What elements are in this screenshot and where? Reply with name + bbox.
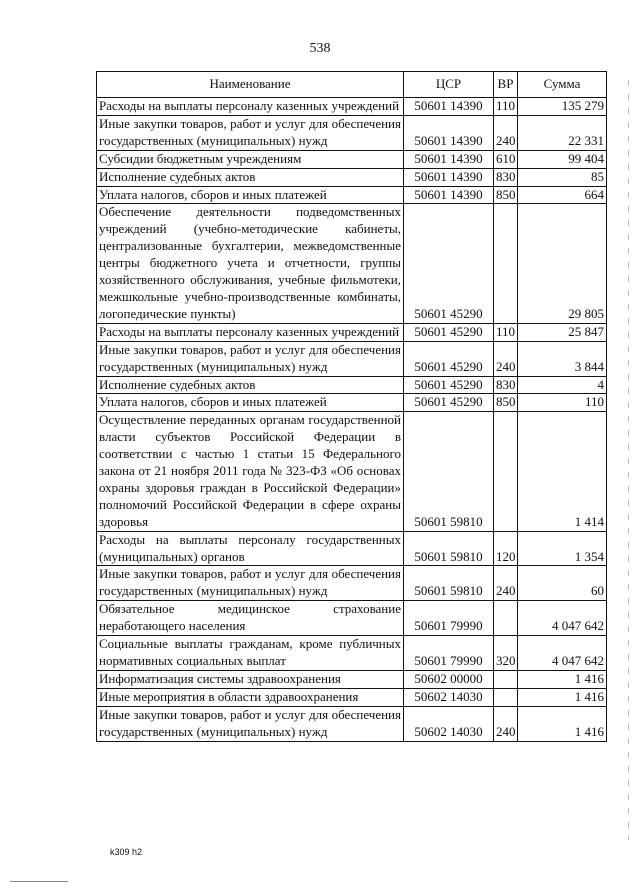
table-row [97, 186, 607, 204]
row-name: Исполнение судебных актов [97, 168, 404, 186]
row-sum: 135 279 [518, 98, 607, 116]
row-name: Уплата налогов, сборов и иных платежей [97, 186, 404, 204]
row-name: Иные мероприятия в области здравоохранения [97, 688, 404, 706]
row-sum: 4 047 642 [518, 601, 607, 636]
row-name: Информатизация системы здравоохранения [97, 670, 404, 688]
table-row [97, 636, 607, 671]
table-row [97, 98, 607, 116]
row-sum: 1 414 [518, 412, 607, 531]
side-rule [628, 80, 629, 840]
row-sum: 1 416 [518, 670, 607, 688]
table-row [97, 115, 607, 150]
row-name: Осуществление переданных органам государственной власти субъектов Российской Федерации в соответствии с частью 1 статьи 15 Федерального закона от 21 ноября 2011 года № 323-ФЗ «Об основах охраны здоровья граждан в Российской Федерации» полномочий Российской Федерации в сфере охраны здоровья [97, 412, 404, 531]
row-vr: 240 [494, 706, 518, 741]
row-sum: 3 844 [518, 341, 607, 376]
row-csr: 50601 59810 [404, 531, 494, 566]
table-row [97, 150, 607, 168]
table-row [97, 168, 607, 186]
budget-table [96, 71, 607, 742]
header-vr: ВР [494, 72, 518, 98]
table-row [97, 323, 607, 341]
row-vr [494, 688, 518, 706]
footer-rule [10, 881, 68, 882]
row-sum: 29 805 [518, 204, 607, 323]
row-sum: 60 [518, 566, 607, 601]
row-vr: 110 [494, 323, 518, 341]
row-csr: 50601 45290 [404, 394, 494, 412]
table-row [97, 204, 607, 323]
table-row [97, 601, 607, 636]
row-name: Иные закупки товаров, работ и услуг для обеспечения государственных (муниципальных) нужд [97, 706, 404, 741]
row-csr: 50601 45290 [404, 341, 494, 376]
row-vr: 610 [494, 150, 518, 168]
row-sum: 4 [518, 376, 607, 394]
row-name: Исполнение судебных актов [97, 376, 404, 394]
row-csr: 50601 59810 [404, 412, 494, 531]
table-header-row [97, 72, 607, 98]
row-name: Иные закупки товаров, работ и услуг для обеспечения государственных (муниципальных) нужд [97, 115, 404, 150]
row-name: Обеспечение деятельности подведомственных учреждений (учебно-методические кабинеты, централизованные бухгалтерии, межведомственные центры бюджетного учета и отчетности, группы хозяйственного обслуживания, учебные фильмотеки, межшкольные учебно-производственные комбинаты, логопедические пункты) [97, 204, 404, 323]
row-name: Иные закупки товаров, работ и услуг для обеспечения государственных (муниципальных) нужд [97, 341, 404, 376]
row-csr: 50601 45290 [404, 204, 494, 323]
row-vr: 830 [494, 376, 518, 394]
row-csr: 50601 59810 [404, 566, 494, 601]
row-csr: 50601 14390 [404, 150, 494, 168]
row-csr: 50601 14390 [404, 186, 494, 204]
row-csr: 50601 14390 [404, 115, 494, 150]
table-row [97, 566, 607, 601]
row-sum: 85 [518, 168, 607, 186]
row-sum: 22 331 [518, 115, 607, 150]
row-name: Расходы на выплаты персоналу государственных (муниципальных) органов [97, 531, 404, 566]
row-sum: 1 354 [518, 531, 607, 566]
header-name: Наименование [97, 72, 404, 98]
row-csr: 50601 14390 [404, 98, 494, 116]
table-row [97, 706, 607, 741]
row-vr: 240 [494, 566, 518, 601]
row-sum: 110 [518, 394, 607, 412]
page-number: 538 [309, 41, 331, 56]
row-vr: 110 [494, 98, 518, 116]
row-name: Субсидии бюджетным учреждениям [97, 150, 404, 168]
table-row [97, 412, 607, 531]
row-name: Расходы на выплаты персоналу казенных учреждений [97, 98, 404, 116]
row-vr: 850 [494, 186, 518, 204]
table-row [97, 394, 607, 412]
row-vr [494, 204, 518, 323]
row-vr: 850 [494, 394, 518, 412]
row-name: Социальные выплаты гражданам, кроме публичных нормативных социальных выплат [97, 636, 404, 671]
table-row [97, 341, 607, 376]
table-row [97, 688, 607, 706]
row-csr: 50602 00000 [404, 670, 494, 688]
row-csr: 50602 14030 [404, 688, 494, 706]
row-sum: 664 [518, 186, 607, 204]
row-csr: 50601 45290 [404, 376, 494, 394]
row-csr: 50601 79990 [404, 636, 494, 671]
row-csr: 50601 45290 [404, 323, 494, 341]
row-vr: 240 [494, 115, 518, 150]
row-sum: 1 416 [518, 688, 607, 706]
row-name: Иные закупки товаров, работ и услуг для обеспечения государственных (муниципальных) нужд [97, 566, 404, 601]
row-vr [494, 670, 518, 688]
row-csr: 50601 14390 [404, 168, 494, 186]
row-name: Обязательное медицинское страхование неработающего населения [97, 601, 404, 636]
table-row [97, 670, 607, 688]
row-sum: 1 416 [518, 706, 607, 741]
row-vr [494, 412, 518, 531]
header-sum: Сумма [518, 72, 607, 98]
row-csr: 50602 14030 [404, 706, 494, 741]
row-csr: 50601 79990 [404, 601, 494, 636]
row-sum: 4 047 642 [518, 636, 607, 671]
footer-code: k309 h2 [110, 847, 143, 857]
row-sum: 99 404 [518, 150, 607, 168]
row-vr: 320 [494, 636, 518, 671]
table-row [97, 376, 607, 394]
header-csr: ЦСР [404, 72, 494, 98]
row-vr: 830 [494, 168, 518, 186]
row-name: Расходы на выплаты персоналу казенных учреждений [97, 323, 404, 341]
row-name: Уплата налогов, сборов и иных платежей [97, 394, 404, 412]
row-vr: 120 [494, 531, 518, 566]
row-vr: 240 [494, 341, 518, 376]
row-vr [494, 601, 518, 636]
row-sum: 25 847 [518, 323, 607, 341]
table-row [97, 531, 607, 566]
